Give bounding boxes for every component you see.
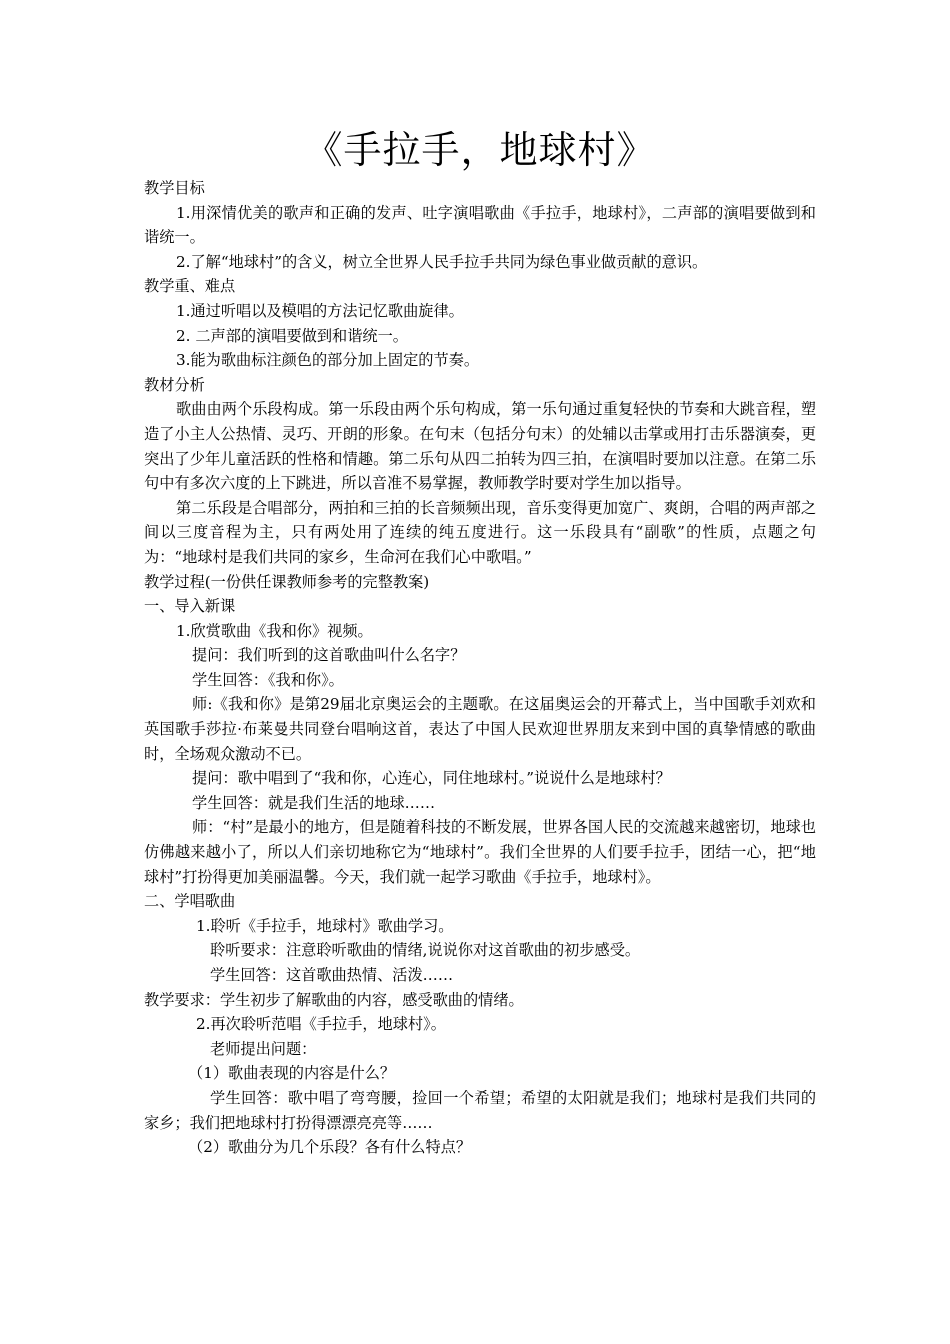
- objective-2: 2.了解“地球村”的含义，树立全世界人民手拉手共同为绿色事业做贡献的意识。: [176, 252, 708, 271]
- teaching-requirement: 教学要求：学生初步了解歌曲的内容，感受歌曲的情绪。: [144, 990, 524, 1009]
- learn-step-1: 1.聆听《手拉手，地球村》歌曲学习。: [196, 916, 454, 935]
- key-point-3: 3.能为歌曲标注颜色的部分加上固定的节奏。: [176, 351, 480, 370]
- learn-step-2: 2.再次聆听范唱《手拉手，地球村》。: [196, 1015, 446, 1034]
- document-body: [144, 176, 816, 1160]
- teacher-remark-2: 师：“村”是最小的地方，但是随着科技的不断发展，世界各国人民的交流越来越密切，地球也仿佛越来越小了，所以人们亲切地称它为“地球村”。我们全世界的人们要手拉手，团结一心，把“地球村”打扮得更加美丽温馨。今天，我们就一起学习歌曲《手拉手，地球村》。: [144, 818, 816, 886]
- section-heading-key-points: 教学重、难点: [144, 277, 236, 296]
- section-heading-analysis: 教材分析: [144, 375, 205, 394]
- answer-1: 学生回答：歌中唱了弯弯腰，捡回一个希望；希望的太阳就是我们；地球村是我们共同的家乡；我们把地球村打扮得漂漂亮亮等……: [144, 1088, 816, 1132]
- subsection-heading-learn-song: 二、学唱歌曲: [144, 892, 236, 911]
- objective-1: 1.用深情优美的歌声和正确的发声、吐字演唱歌曲《手拉手，地球村》，二声部的演唱要做到和谐统一。: [144, 203, 816, 247]
- intro-question-1: 提问：我们听到的这首歌曲叫什么名字？: [192, 646, 466, 665]
- section-heading-process: 教学过程(一份供任课教师参考的完整教案): [144, 572, 430, 591]
- intro-step-1: 1.欣赏歌曲《我和你》视频。: [176, 621, 373, 640]
- question-2: （2）歌曲分为几个乐段？各有什么特点？: [188, 1138, 472, 1157]
- question-1: （1）歌曲表现的内容是什么？: [188, 1064, 396, 1083]
- analysis-paragraph-2: 第二乐段是合唱部分，两拍和三拍的长音频频出现，音乐变得更加宽广、爽朗，合唱的两声部之间以三度音程为主，只有两处用了连续的纯五度进行。这一乐段具有“副歌”的性质，点题之句为：“地球村是我们共同的家乡，生命河在我们心中歌唱。”: [144, 498, 816, 566]
- listening-requirement: 聆听要求：注意聆听歌曲的情绪,说说你对这首歌曲的初步感受。: [210, 941, 641, 960]
- teacher-questions-label: 老师提出问题：: [210, 1039, 317, 1058]
- document-title: 《手拉手，地球村》: [304, 128, 656, 172]
- intro-question-2: 提问：歌中唱到了“我和你，心连心，同住地球村。”说说什么是地球村？: [192, 769, 671, 788]
- subsection-heading-intro: 一、导入新课: [144, 597, 236, 616]
- key-point-2: 2. 二声部的演唱要做到和谐统一。: [176, 326, 408, 345]
- key-point-1: 1.通过听唱以及模唱的方法记忆歌曲旋律。: [176, 301, 464, 320]
- teacher-remark-1: 师:《我和你》是第29届北京奥运会的主题歌。在这届奥运会的开幕式上，当中国歌手刘欢和英国歌手莎拉·布莱曼共同登台唱响这首，表达了中国人民欢迎世界朋友来到中国的真挚情感的歌曲时，全场观众激动不已。: [144, 695, 816, 763]
- intro-answer-1: 学生回答：《我和你》。: [192, 670, 344, 689]
- analysis-paragraph-1: 歌曲由两个乐段构成。第一乐段由两个乐句构成，第一乐句通过重复轻快的节奏和大跳音程，塑造了小主人公热情、灵巧、开朗的形象。在句末（包括分句末）的处辅以击掌或用打击乐器演奏，更突出了少年儿童活跃的性格和情趣。第二乐句从四二拍转为四三拍，在演唱时要加以注意。在第二乐句中有多次六度的上下跳进，所以音准不易掌握，教师教学时要对学生加以指导。: [144, 400, 816, 493]
- intro-answer-2: 学生回答：就是我们生活的地球……: [192, 793, 435, 812]
- student-answer-feeling: 学生回答：这首歌曲热情、活泼……: [210, 966, 453, 984]
- section-heading-objectives: 教学目标: [144, 179, 205, 197]
